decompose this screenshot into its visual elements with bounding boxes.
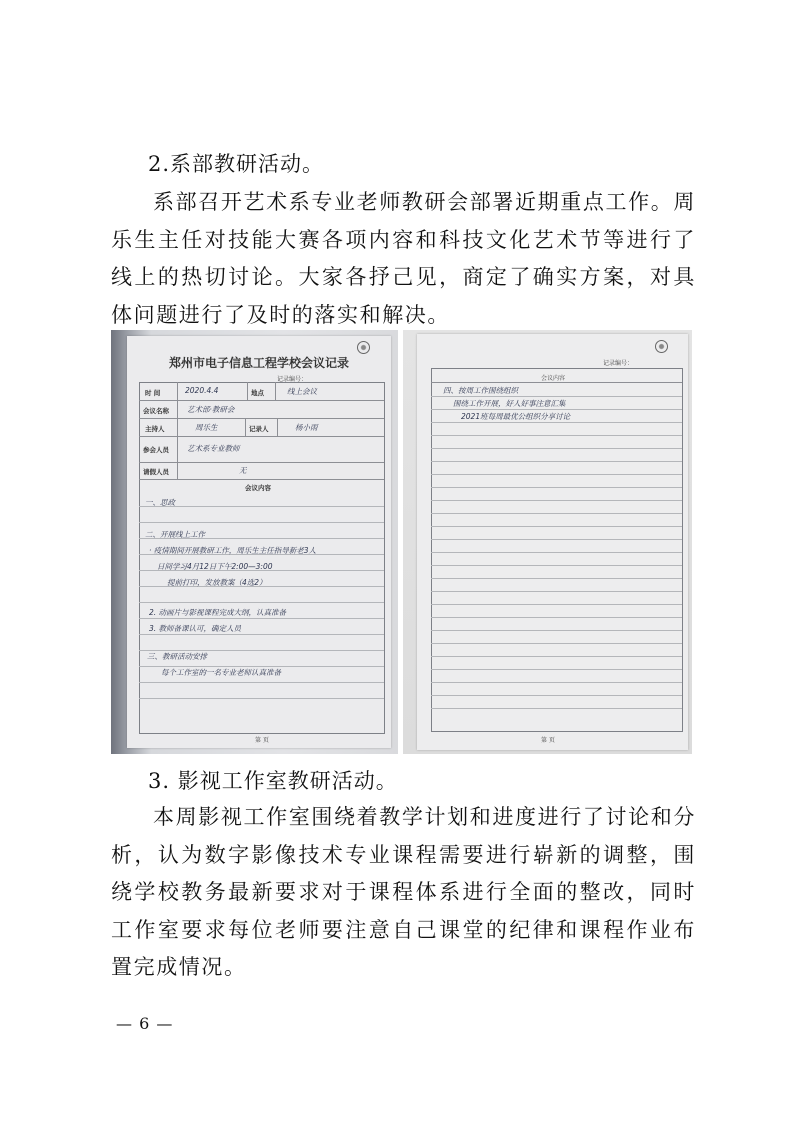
ruled-line bbox=[431, 513, 682, 514]
host-value: 周乐生 bbox=[195, 423, 218, 432]
ruled-line bbox=[431, 435, 682, 436]
ruled-line bbox=[431, 591, 682, 592]
table-rule bbox=[275, 382, 276, 400]
note-line: · 疫情期间开展教研工作，周乐生主任指导新老3人 bbox=[149, 546, 317, 555]
place-value: 线上会议 bbox=[287, 387, 317, 396]
recorder-value: 杨小雨 bbox=[295, 423, 318, 432]
time-label: 时 间 bbox=[145, 389, 161, 397]
table-rule bbox=[139, 436, 384, 437]
ruled-line bbox=[139, 506, 384, 507]
ruled-line bbox=[431, 604, 682, 605]
note-line: 日间学习4月12日下午2:00—3:00 bbox=[157, 562, 273, 571]
ruled-line bbox=[431, 526, 682, 527]
absent-value: 无 bbox=[239, 466, 247, 475]
ruled-line bbox=[431, 474, 682, 475]
ruled-line bbox=[431, 552, 682, 553]
ruled-line bbox=[431, 461, 682, 462]
table-rule bbox=[139, 418, 384, 419]
note-line: 每个工作室的一名专业老师认真准备 bbox=[161, 668, 281, 677]
ruled-line bbox=[431, 396, 682, 397]
host-label: 主持人 bbox=[145, 425, 165, 433]
ruled-line bbox=[431, 565, 682, 566]
time-value: 2020.4.4 bbox=[185, 386, 219, 395]
content-label: 会议内容 bbox=[245, 484, 271, 492]
note-line: 3. 教师备课认可，确定人员 bbox=[149, 624, 242, 633]
absent-label: 请假人员 bbox=[143, 468, 169, 476]
note-line: 四、按周工作围绕组织 bbox=[443, 386, 518, 395]
section-3-heading: 3. 影视工作室教研活动。 bbox=[148, 769, 398, 793]
note-line: 2021班每周最优公组织分享讨论 bbox=[461, 412, 571, 421]
meeting-record-photo-left bbox=[111, 330, 398, 754]
ruled-line bbox=[431, 448, 682, 449]
table-rule bbox=[139, 400, 384, 401]
page-label: 第 页 bbox=[541, 737, 555, 744]
content-label: 会议内容 bbox=[541, 375, 566, 382]
table-rule bbox=[431, 382, 682, 383]
ruled-line bbox=[431, 487, 682, 488]
ruled-line bbox=[139, 618, 384, 619]
page-number: — 6 — bbox=[116, 1014, 174, 1033]
table-rule bbox=[139, 479, 384, 480]
section-3-paragraph: 本周影视工作室围绕着教学计划和进度进行了讨论和分析，认为数字影像技术专业课程需要进行崭新的调整，围绕学校教务最新要求对于课程体系进行全面的整改，同时工作室要求每位老师要注意自己课堂的纪律和课程作业布置完成情况。 bbox=[111, 805, 696, 979]
note-line: 一、思政 bbox=[145, 498, 175, 507]
ruled-line bbox=[431, 578, 682, 579]
ruled-line bbox=[139, 634, 384, 635]
ruled-line bbox=[431, 617, 682, 618]
form-sheet bbox=[127, 336, 391, 748]
ruled-line bbox=[139, 602, 384, 603]
ruled-line bbox=[431, 643, 682, 644]
ruled-line bbox=[431, 708, 682, 709]
table-rule bbox=[177, 382, 178, 479]
attendees-value: 艺术系专业教师 bbox=[187, 444, 240, 453]
school-emblem-icon bbox=[655, 340, 668, 353]
topic-label: 会议名称 bbox=[143, 407, 169, 415]
table-rule bbox=[247, 382, 248, 400]
note-line: 二、开展线上工作 bbox=[145, 530, 205, 539]
ruled-line bbox=[431, 539, 682, 540]
ruled-line bbox=[431, 682, 682, 683]
ruled-line bbox=[139, 522, 384, 523]
record-number-label: 记录编号： bbox=[603, 360, 634, 367]
ruled-line bbox=[139, 698, 384, 699]
table-rule bbox=[277, 418, 278, 436]
table-rule bbox=[139, 462, 384, 463]
note-line: 围绕工作开展，好人好事注意汇集 bbox=[453, 399, 566, 408]
ruled-line bbox=[431, 500, 682, 501]
place-label: 地点 bbox=[251, 389, 264, 397]
attendees-label: 参会人员 bbox=[143, 446, 169, 454]
ruled-line bbox=[139, 682, 384, 683]
ruled-line bbox=[431, 409, 682, 410]
ruled-line bbox=[431, 630, 682, 631]
note-line: 提前打印，发放教案（4选2） bbox=[167, 578, 267, 587]
note-line: 三、教研活动安排 bbox=[147, 652, 207, 661]
ruled-line bbox=[431, 695, 682, 696]
form-title: 郑州市电子信息工程学校会议记录 bbox=[169, 356, 350, 370]
table-rule bbox=[245, 418, 246, 436]
ruled-line bbox=[431, 656, 682, 657]
topic-value: 艺术部·教研会 bbox=[187, 405, 235, 414]
section-2-heading: 2.系部教研活动。 bbox=[148, 152, 325, 176]
meeting-record-photo-right bbox=[403, 330, 692, 754]
record-number-label: 记录编号： bbox=[277, 376, 308, 383]
note-line: 2. 动画片与影视课程完成大纲，认真准备 bbox=[149, 608, 287, 617]
section-2-paragraph: 系部召开艺术系专业老师教研会部署近期重点工作。周乐生主任对技能大赛各项内容和科技文化艺术节等进行了线上的热切讨论。大家各抒己见，商定了确实方案，对具体问题进行了及时的落实和解决。 bbox=[111, 190, 696, 327]
form-sheet bbox=[417, 334, 688, 750]
school-emblem-icon bbox=[357, 341, 370, 354]
ruled-line bbox=[431, 422, 682, 423]
recorder-label: 记录人 bbox=[249, 425, 269, 433]
page-label: 第 页 bbox=[255, 737, 269, 744]
ruled-line bbox=[431, 669, 682, 670]
